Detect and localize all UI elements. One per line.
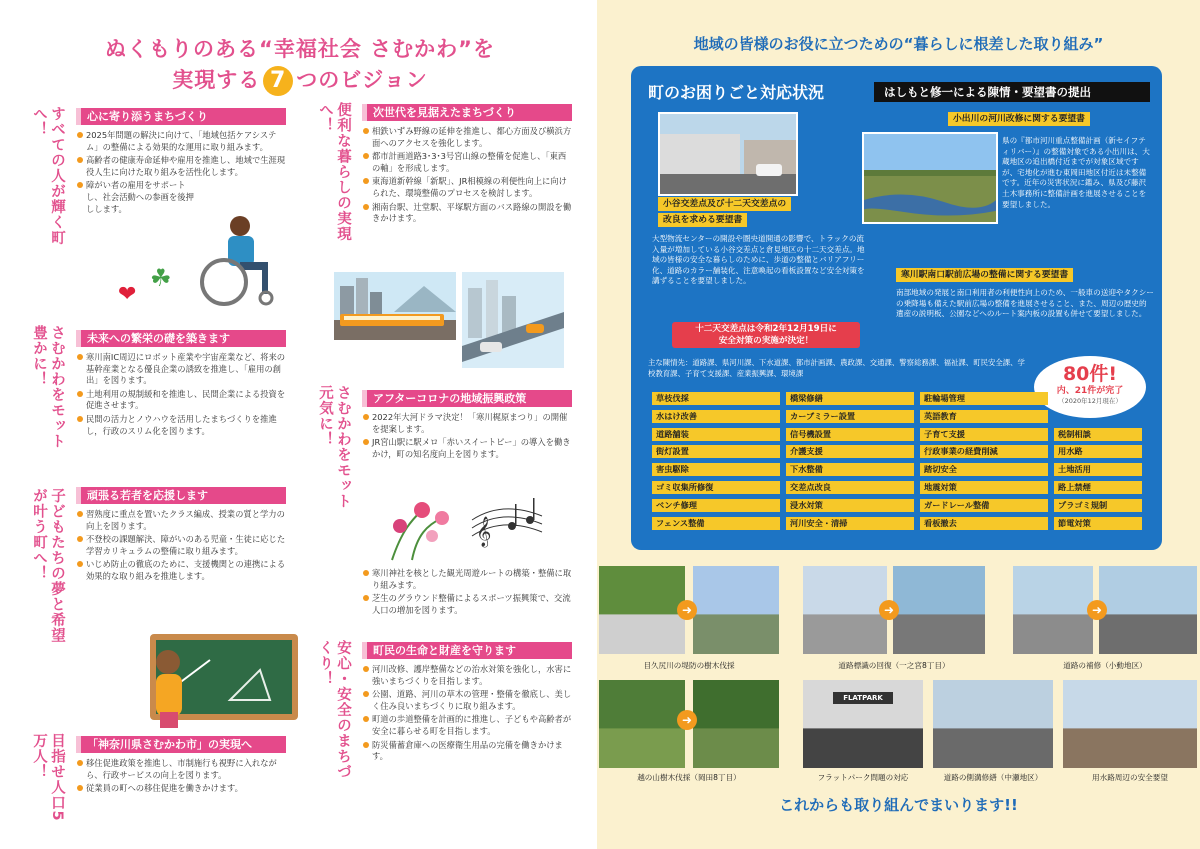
list-item: 2022年大河ドラマ決定！「寒川梶原まつり」の開催を提案します。: [362, 412, 572, 435]
vision-title-line1: ぬくもりのある“幸福社会 さむかわ”を: [105, 37, 495, 61]
petition-item: 節電対策: [1054, 517, 1142, 530]
photo-caption: 目久尻川の堤防の樹木伐採: [643, 661, 735, 670]
heart-icon: ❤: [118, 282, 137, 307]
list-item: 民間の活力とノウハウを活用したまちづくりを推進し，行政のスリム化を図ります。: [76, 414, 286, 437]
section-heading: 「神奈川県さむかわ市」の実現へ: [76, 736, 286, 753]
petition-item: 子育て支援: [920, 428, 1048, 441]
section-heading: 未来への繁栄の礎を築きます: [76, 330, 286, 347]
right-title: 地域の皆様のお役に立つための“暮らしに根差した取り組み”: [693, 35, 1104, 53]
station-text: 南部地域の発展と南口利用者の利便性向上のため、一般車の送迎やタクシーの乗降場も備えた駅前広場の整備を進展させること、また、周辺の歴史的遺産の説明板、公園などへのルート案内板の設置も併せて要望しました。: [896, 288, 1154, 319]
petition-item: ゴミ収集所修復: [652, 481, 780, 494]
slogan-2: 便利な暮らしの実現へ！: [317, 102, 351, 242]
section-prosperity: [76, 330, 286, 439]
slogan-3: さむかわをモット豊かに！: [31, 325, 65, 449]
petition-item: 看板撤去: [920, 517, 1048, 530]
list-item: 土地利用の規制緩和を推進し、民間企業による投資を促進させます。: [76, 389, 286, 412]
photo-caption: 道路の補修（小動地区）: [1063, 661, 1147, 670]
petition-item: 行政事業の経費削減: [920, 445, 1048, 458]
before-photo: [803, 566, 887, 654]
arrow-right-icon: ➜: [677, 600, 697, 620]
section-heading: 頑張る若者を応援します: [76, 487, 286, 504]
wheelchair-person-illustration: [190, 210, 280, 310]
train-city-illustration: [334, 272, 456, 340]
after-photo: [893, 566, 985, 654]
river-text: 県の『都市河川重点整備計画（新セイフティリバー）』の整備対象である小出川は、大蔵地区の追出橋付近までが対象区域ですが、宅地化が進む東岡田地区付近は未整備です。近年の災害状況に鑑み、県及び藤沢土木事務所に整備計画を進展させることを要望しました。: [1002, 136, 1150, 209]
flowers-music-illustration: [372, 490, 552, 564]
list-item: 従業員の町への移住促進を働きかけます。: [76, 783, 286, 795]
before-photo: [599, 680, 685, 768]
petition-item: 踏切安全: [920, 463, 1048, 476]
highway-illustration: [462, 272, 564, 368]
petition-item: 害虫駆除: [652, 463, 780, 476]
list-item: 防災備蓄倉庫への医療衛生用品の完備を働きかけます。: [362, 740, 572, 763]
after-photo: [1099, 566, 1197, 654]
petition-item: 信号機設置: [786, 428, 914, 441]
river-photo: [862, 132, 998, 224]
petition-item: 税制相談: [1054, 428, 1142, 441]
list-item: 寒川神社を核とした観光周遊ルートの構築・整備に取り組みます。: [362, 568, 572, 591]
section-after-corona: [362, 390, 572, 462]
photo-caption: 用水路周辺の安全要望: [1092, 773, 1168, 782]
count-date: （2020年12月現在）: [1058, 397, 1122, 405]
petition-item: 河川安全・清掃: [786, 517, 914, 530]
petition-item: 路上禁煙: [1054, 481, 1142, 494]
petition-item: プラゴミ規制: [1054, 499, 1142, 512]
photo-caption: フラットパーク問題の対応: [817, 773, 909, 782]
intersection-photo: [658, 112, 798, 196]
river-heading: 小出川の河川改修に関する要望書: [948, 112, 1090, 126]
slogan-4: さむかわをモット元気に！: [317, 385, 351, 509]
section-care: [76, 108, 286, 217]
list-item: 都市計画道路3･3･3号宮山線の整備を促進し、「東西の軸」を形成します。: [362, 151, 572, 174]
before-photo: [599, 566, 685, 654]
intersection-heading-2: 改良を求める要望書: [658, 213, 747, 227]
main-petitions: 主な陳情先：道路課、県河川課、下水道課、都市計画課、農政課、交通課、警察総務課、福祉課、町民安全課、学校教育課、子育て支援課、産業振興課、環境課: [648, 358, 1025, 378]
count-big: 80件!: [1062, 363, 1118, 385]
petition-item: 草枝伐採: [652, 392, 780, 405]
teacher-chalkboard-illustration: [110, 630, 300, 730]
after-photo: [693, 680, 779, 768]
section-safety: [362, 642, 572, 765]
list-item: 移住促進政策を推進し、市制施行も視野に入れながら、行政サービスの向上を図ります。: [76, 758, 286, 781]
gutter-photo: [933, 680, 1053, 768]
petition-item: カーブミラー設置: [786, 410, 914, 423]
list-item: いじめ防止の徹底のために、支援機関との連携による効果的な取り組みを推進します。: [76, 559, 286, 582]
station-heading: 寒川駅南口駅前広場の整備に関する要望書: [896, 268, 1073, 282]
petition-item: 地震対策: [920, 481, 1048, 494]
petition-item: 下水整備: [786, 463, 914, 476]
list-item: 町道の歩道整備を計画的に推進し、子どもや高齢者が安全に暮らせる町を目指します。: [362, 714, 572, 737]
flatpark-sign: FLATPARK: [833, 692, 893, 704]
section-after-corona-more: [362, 568, 572, 618]
list-item: 湘南台駅、辻堂駅、平塚駅方面のバス路線の開設を働きかけます。: [362, 202, 572, 225]
seven-badge: 7: [263, 66, 293, 96]
vision-title-part-a: 実現する: [172, 68, 261, 92]
petition-grid: [652, 392, 1144, 534]
list-item: 東海道新幹線「新駅」、JR相模線の利便性向上に向けられた、環境整備のプロセスを検討します。: [362, 176, 572, 199]
clover-icon: ☘: [150, 264, 172, 292]
vision-title-line2: [20, 64, 580, 96]
petition-item: 道路舗装: [652, 428, 780, 441]
list-item: 障がい者の雇用をサポートし、社会活動への参画を後押しします。: [76, 180, 194, 215]
list-item: 河川改修、護岸整備などの治水対策を強化し，水害に強いまちづくりを目指します。: [362, 664, 572, 687]
petition-item: 用水路: [1054, 445, 1142, 458]
section-heading: 心に寄り添うまちづくり: [76, 108, 286, 125]
arrow-right-icon: ➜: [879, 600, 899, 620]
list-item: 習熟度に重点を置いたクラス編成、授業の質と学力の向上を図ります。: [76, 509, 286, 532]
svg-text:𝄞: 𝄞: [476, 517, 492, 547]
photo-caption: 越の山樹木伐採（岡田8丁目）: [637, 773, 741, 782]
petition-item: 街灯設置: [652, 445, 780, 458]
petition-item: 水はけ改善: [652, 410, 780, 423]
petition-item: ベンチ修理: [652, 499, 780, 512]
intersection-text: 大型物流センターの開設や圏央道開通の影響で、トラックの流入量が増加している小谷交差点と倉見地区の十二天交差点。地域の皆様の安全な暮らしのために、歩道の整備とバリアフリー化、道路のカラー舗装化、注意喚起の看板設置など安全対策を講ずることを要望しました。: [652, 234, 865, 286]
before-photo: [1013, 566, 1093, 654]
box-subtitle: はしもと修一による陳情・要望書の提出: [874, 82, 1150, 102]
slogan-6: 安心・安全のまちづくり！: [317, 640, 351, 780]
petition-item: 土地活用: [1054, 463, 1142, 476]
section-youth: [76, 487, 286, 585]
notice-line-2: 安全対策の実施が決定！: [718, 336, 814, 346]
intersection-heading-1: 小谷交差点及び十二天交差点の: [658, 197, 791, 211]
photo-caption: 道路標識の回復（一之宮8丁目）: [838, 661, 950, 670]
closing-message: これからも取り組んでまいります!!: [779, 796, 1018, 814]
petition-item: フェンス整備: [652, 517, 780, 530]
list-item: 芝生のグラウンド整備によるスポーツ振興策で、交流人口の増加を図ります。: [362, 593, 572, 616]
vision-title-part-b: つのビジョン: [296, 68, 428, 92]
photo-gallery: [597, 560, 1200, 790]
list-item: 寒川南IC周辺にロボット産業や宇宙産業など、将来の基幹産業となる優良企業の誘致を推進し、「雇用の創出」を図ります。: [76, 352, 286, 387]
list-item: 公園、道路、河川の草木の管理・整備を徹底し、美しく住み良いまちづくりに取り組みます。: [362, 689, 572, 712]
petition-item: 浸水対策: [786, 499, 914, 512]
petition-item: 駐輪場管理: [920, 392, 1048, 405]
arrow-right-icon: ➜: [1087, 600, 1107, 620]
box-title: 町のお困りごと対応状況: [648, 83, 825, 102]
list-item: JR宮山駅に駅メロ「赤いスイートピー」の導入を働きかけ，町の知名度向上を図ります。: [362, 437, 572, 460]
section-next-gen: [362, 104, 572, 227]
section-heading: アフターコロナの地域振興政策: [362, 390, 572, 407]
slogan-5: 子どもたちの夢と希望が叶う町へ！: [31, 488, 65, 643]
after-photo: [693, 566, 779, 654]
slogan-7: 目指せ人口5万人！: [31, 733, 65, 822]
petition-item: ガードレール整備: [920, 499, 1048, 512]
list-item: 不登校の課題解決、障がいのある児童・生徒に応じた学習カリキュラムの整備に取り組みます。: [76, 534, 286, 557]
section-city: [76, 736, 286, 797]
arrow-right-icon: ➜: [677, 710, 697, 730]
list-item: 相鉄いずみ野線の延伸を推進し、都心方面及び横浜方面へのアクセスを強化します。: [362, 126, 572, 149]
section-heading: 次世代を見据えたまちづくり: [362, 104, 572, 121]
decision-notice: [672, 322, 860, 348]
petition-item: 交差点改良: [786, 481, 914, 494]
petition-item: 英語教育: [920, 410, 1048, 423]
notice-line-1: 十二天交差点は令和2年12月19日に: [695, 324, 837, 334]
photo-caption: 道路の側溝修繕（中瀬地区）: [943, 773, 1043, 782]
list-item: 高齢者の健康寿命延伸や雇用を推進し、地域で生涯現役人生に向けた取り組みを活性化します。: [76, 155, 286, 178]
list-item: 2025年問題の解決に向けて、「地域包括ケアシステム」の整備による効果的な運用に取り組みます。: [76, 130, 286, 153]
section-heading: 町民の生命と財産を守ります: [362, 642, 572, 659]
count-sub: 内、21件が完了: [1056, 386, 1124, 396]
slogan-1: すべての人が輝く町へ！: [31, 106, 65, 246]
petition-item: 介護支援: [786, 445, 914, 458]
petition-item: 橋梁修繕: [786, 392, 914, 405]
waterway-photo: [1063, 680, 1197, 768]
